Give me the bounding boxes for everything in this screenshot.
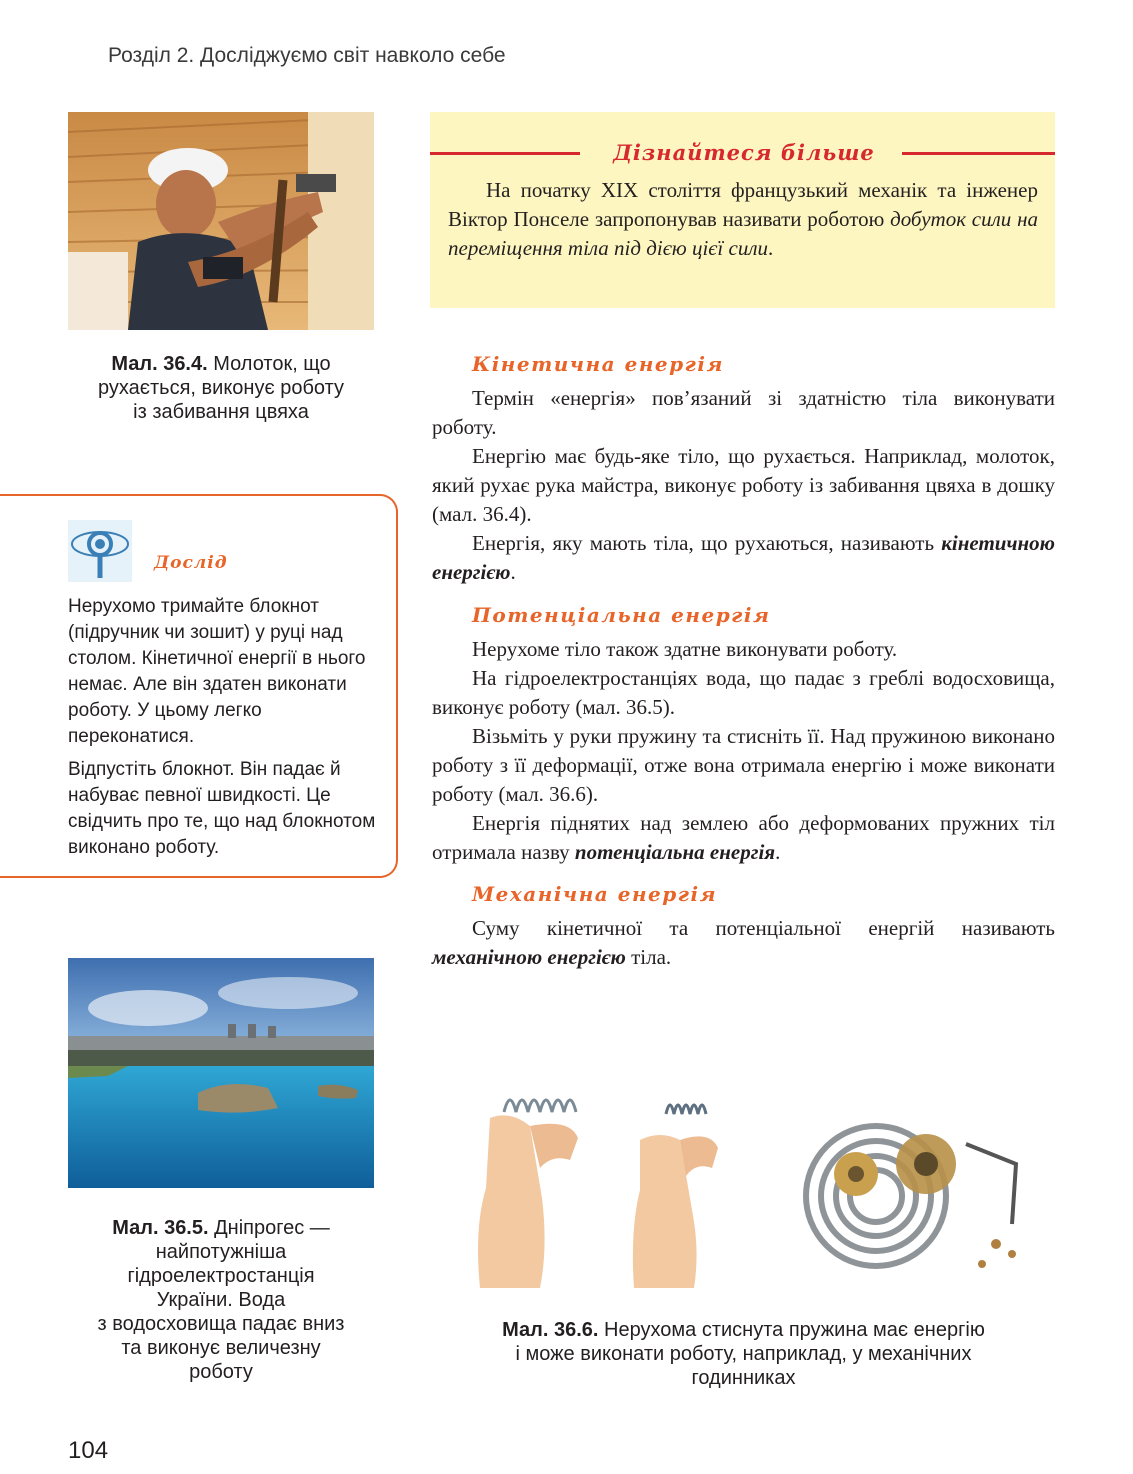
- caption-fig-36-6: Мал. 36.6. Нерухома стиснута пружина має енергію і може виконати роботу, наприклад, у механічних годинниках: [502, 1319, 985, 1389]
- caption-fig-36-5: Мал. 36.5. Дніпрогес — найпотужніша гідроелектростанція України. Вода з водосховища падає вниз та виконує величезну роботу: [97, 1217, 345, 1383]
- magnifier-eye-icon: [68, 520, 132, 582]
- heading-potential-energy: Потенціальна енергія: [472, 603, 771, 627]
- learn-more-title: Дізнайтеся більше: [613, 140, 875, 165]
- learn-more-text: На початку XIX століття французький механік та інженер Віктор Понселе запропонував називати роботою добуток сили на переміщення тіла під дією цієї сили.: [448, 178, 1038, 260]
- caption-fig-36-4: Мал. 36.4. Молоток, що рухається, виконує роботу із забивання цвяха: [98, 353, 344, 423]
- experiment-text: Нерухомо тримайте блокнот (підручник чи зошит) у руці над столом. Кінетичної енергії в нього немає. Але він здатен виконати роботу. У цьому легко переконатися. Відпустіть блокнот. Він падає й набуває певної швидкості. Це свідчить про те, що над блокнотом виконано роботу.: [68, 596, 376, 858]
- heading-kinetic-energy: Кінетична енергія: [472, 352, 724, 376]
- heading-mechanical-energy: Механічна енергія: [472, 882, 718, 906]
- divider: [430, 152, 580, 155]
- running-header: Розділ 2. Досліджуємо світ навколо себе: [108, 44, 506, 67]
- experiment-title: Дослід: [154, 553, 228, 573]
- divider: [902, 152, 1055, 155]
- illustration-hand-spring-loose: [470, 1078, 620, 1288]
- caption-label: Мал. 36.5.: [112, 1217, 209, 1239]
- photo-clock-mechanism: [786, 1104, 1038, 1284]
- illustration-hand-spring-compressed: [630, 1090, 770, 1288]
- potential-text: Нерухоме тіло також здатне виконувати роботу. На гідроелектростанціях вода, що падає з греблі водосховища, виконує роботу (мал. 36.5). Візьміть у руки пружину та стисніть її. Над пружиною виконано роботу з її деформації, отже вона отримала енергію і може виконати роботу (мал. 36.6). Енергія піднятих над землею або деформованих пружних тіл отримала назву потенціальна енергія.: [432, 637, 1055, 864]
- kinetic-text: Термін «енергія» пов’язаний зі здатністю тіла виконувати роботу. Енергію має будь-яке тіло, що рухається. Наприклад, молоток, який рухає рука майстра, виконує роботу із забивання цвяха в дошку (мал. 36.4). Енергія, яку мають тіла, що рухаються, називають кінетичною енергією.: [432, 386, 1055, 584]
- photo-dniprohes: [68, 958, 374, 1188]
- learn-more-box: [430, 112, 1055, 308]
- caption-label: Мал. 36.4.: [111, 353, 208, 375]
- mechanical-text: Суму кінетичної та потенціальної енергій називають механічною енергією тіла.: [432, 916, 1055, 969]
- caption-label: Мал. 36.6.: [502, 1319, 599, 1341]
- photo-worker-hammer: [68, 112, 374, 330]
- page-number: 104: [68, 1437, 109, 1464]
